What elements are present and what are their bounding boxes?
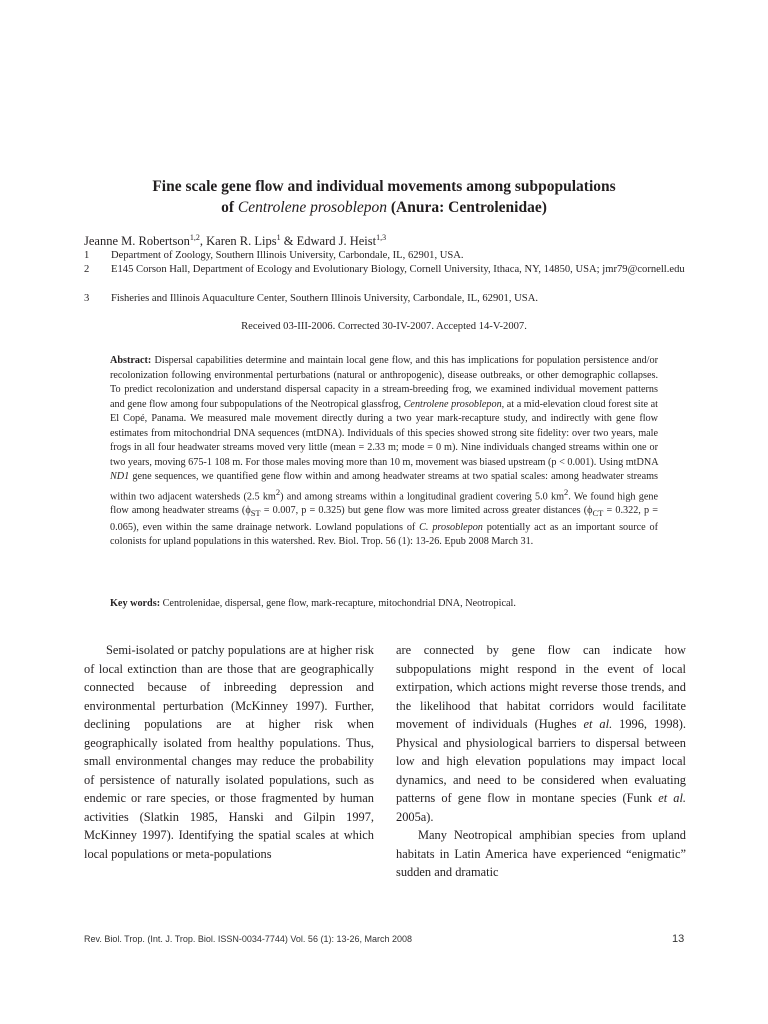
affiliation-text: Fisheries and Illinois Aquaculture Center, Southern Illinois University, Carbondale, IL, 62901, USA.: [111, 293, 538, 304]
abstract-text: . We found high gene flow among headwater streams (: [110, 490, 658, 517]
abstract-label: Abstract:: [110, 355, 152, 366]
keywords-text: Centrolenidae, dispersal, gene flow, mark-recapture, mitochondrial DNA, Neotropical.: [160, 598, 516, 609]
author-list: [84, 233, 386, 249]
abstract-text: = 0.007, p = 0.325) but gene flow was more limited across greater distances (: [260, 505, 588, 517]
affiliation-number: 2: [84, 264, 90, 275]
affiliation-1: [84, 249, 686, 264]
abstract-sub: CT: [592, 508, 604, 519]
body-column-right: [396, 641, 686, 882]
author-2: Karen R. Lips: [206, 234, 277, 249]
title-line-1: Fine scale gene flow and individual movements among subpopulations: [152, 178, 616, 195]
abstract-sup: 2: [564, 486, 569, 497]
abstract-text: at a mid-elevation cloud forest site at El Copé, Panama. We measured male movement directly during a two year mark-recapture study, and indirectly with gene flow estimates from mitochondrial DNA sequences (mtDNA). Individuals of this species showed strong site fidelity: over two years, male frogs in all four headwater streams moved very little (mean = 2.33 m; mode = 0 m). Nine individuals changed streams within one or two years, moving 675-1 108 m. For those males moving more than 10 m, movement was biased upstream (p < 0.001). Using mtDNA: [110, 398, 659, 468]
abstract-text: potentially act as an important source of colonists for upland populations in this watershed. Rev. Biol. Trop. 56 (1): 13-26. Epub 2008 March 31.: [110, 521, 658, 548]
title-species: Centrolene prosoblepon: [237, 199, 388, 216]
phi-symbol: ϕ: [245, 505, 251, 517]
title-family: (Anura: Centrolenidae): [390, 199, 547, 216]
abstract-species: C. prosoblepon: [419, 521, 483, 533]
title-of: of: [221, 199, 235, 216]
author-2-affil: 1: [276, 233, 281, 242]
abstract-sup: 2: [275, 486, 281, 497]
body-text: 1996, 1998). Physical and physiological barriers to dispersal between low and high elevation populations may impact local dynamics, and need to be considered when evaluating patterns of gene flow in montane species (Funk: [396, 717, 686, 805]
affiliation-number: 3: [84, 293, 90, 304]
body-paragraph: [396, 641, 686, 826]
abstract-text: Dispersal capabilities determine and maintain local gene flow, and this has implications for population persistence and/or recolonization following environmental perturbations (natural or anthropogenic), disease outbreaks, or other demographic collapses. To predict recolonization and understand dispersal capacity in a stream-breeding frog, we examined individual movement patterns and gene flow among four subpopulations of the Neotropical glassfrog,: [110, 355, 658, 410]
title-line-2: [60, 197, 708, 218]
keywords-label: Key words:: [110, 598, 161, 609]
body-paragraph: Semi-isolated or patchy populations are at higher risk of local extinction than are those that are geographically connected because of inbreeding depression and environmental perturbation (McKinney 1997). Further, declining populations are at higher risk when geographically isolated from healthy populations. Thus, small environmental changes may reduce the probability of persistence of naturally isolated populations, such as endemic or rare species, or those fragmented by human activities (Slatkin 1985, Hanski and Gilpin 1997, McKinney 1997). Identifying the spatial scales at which local populations or meta-populations: [84, 643, 374, 861]
author-separator: &: [280, 234, 297, 249]
footer-citation: Rev. Biol. Trop. (Int. J. Trop. Biol. ISSN-0034-7744) Vol. 56 (1): 13-26, March 2008: [84, 934, 412, 944]
keywords: [110, 598, 658, 609]
abstract-sub: ST: [250, 508, 261, 519]
author-3: Edward J. Heist: [296, 234, 377, 249]
body-italic: et al.: [658, 791, 686, 805]
body-italic: et al.: [583, 717, 613, 731]
body-column-left: [84, 641, 374, 863]
body-text: 2005a).: [396, 809, 434, 824]
author-1: Jeanne M. Robertson: [84, 234, 190, 249]
abstract: [110, 354, 658, 550]
affiliation-2: [84, 263, 686, 278]
author-1-affil: 1,2: [189, 233, 200, 242]
page-number: 13: [672, 933, 685, 945]
affiliation-text: Department of Zoology, Southern Illinois University, Carbondale, IL, 62901, USA.: [111, 250, 464, 261]
body-text: are connected by gene flow can indicate how subpopulations might respond in the event of local extirpation, which actions might reverse those trends, and the likelihood that habitat corridors would facilitate movement of individuals (Hughes: [396, 643, 686, 731]
received-dates: Received 03-III-2006. Corrected 30-IV-2007. Accepted 14-V-2007.: [241, 321, 527, 332]
affiliation-text: E145 Corson Hall, Department of Ecology and Evolutionary Biology, Cornell University, Ithaca, NY, 14850, USA; jmr79@cornell.edu: [111, 264, 685, 275]
affiliation-3: [84, 292, 686, 307]
author-3-affil: 1,3: [376, 233, 387, 242]
affiliation-number: 1: [84, 250, 90, 261]
phi-symbol: ϕ: [587, 505, 593, 517]
body-paragraph: Many Neotropical amphibian species from upland habitats in Latin America have experienced “enigmatic” sudden and dramatic: [396, 828, 686, 879]
abstract-text: gene sequences, we quantified gene flow within and among headwater streams at two spatial scales: among headwater streams within two adjacent watersheds (2.5 km: [110, 471, 658, 502]
abstract-text: = 0.322, p = 0.065), even within the same drainage network. Lowland populations of: [110, 505, 658, 533]
abstract-species: Centrolene prosoblepon,: [403, 398, 505, 410]
article-title: [60, 176, 708, 218]
abstract-gene: ND1: [110, 471, 130, 482]
abstract-text: ) and among streams within a longitudinal gradient covering 5.0 km: [280, 490, 564, 502]
author-separator: ,: [199, 234, 207, 249]
